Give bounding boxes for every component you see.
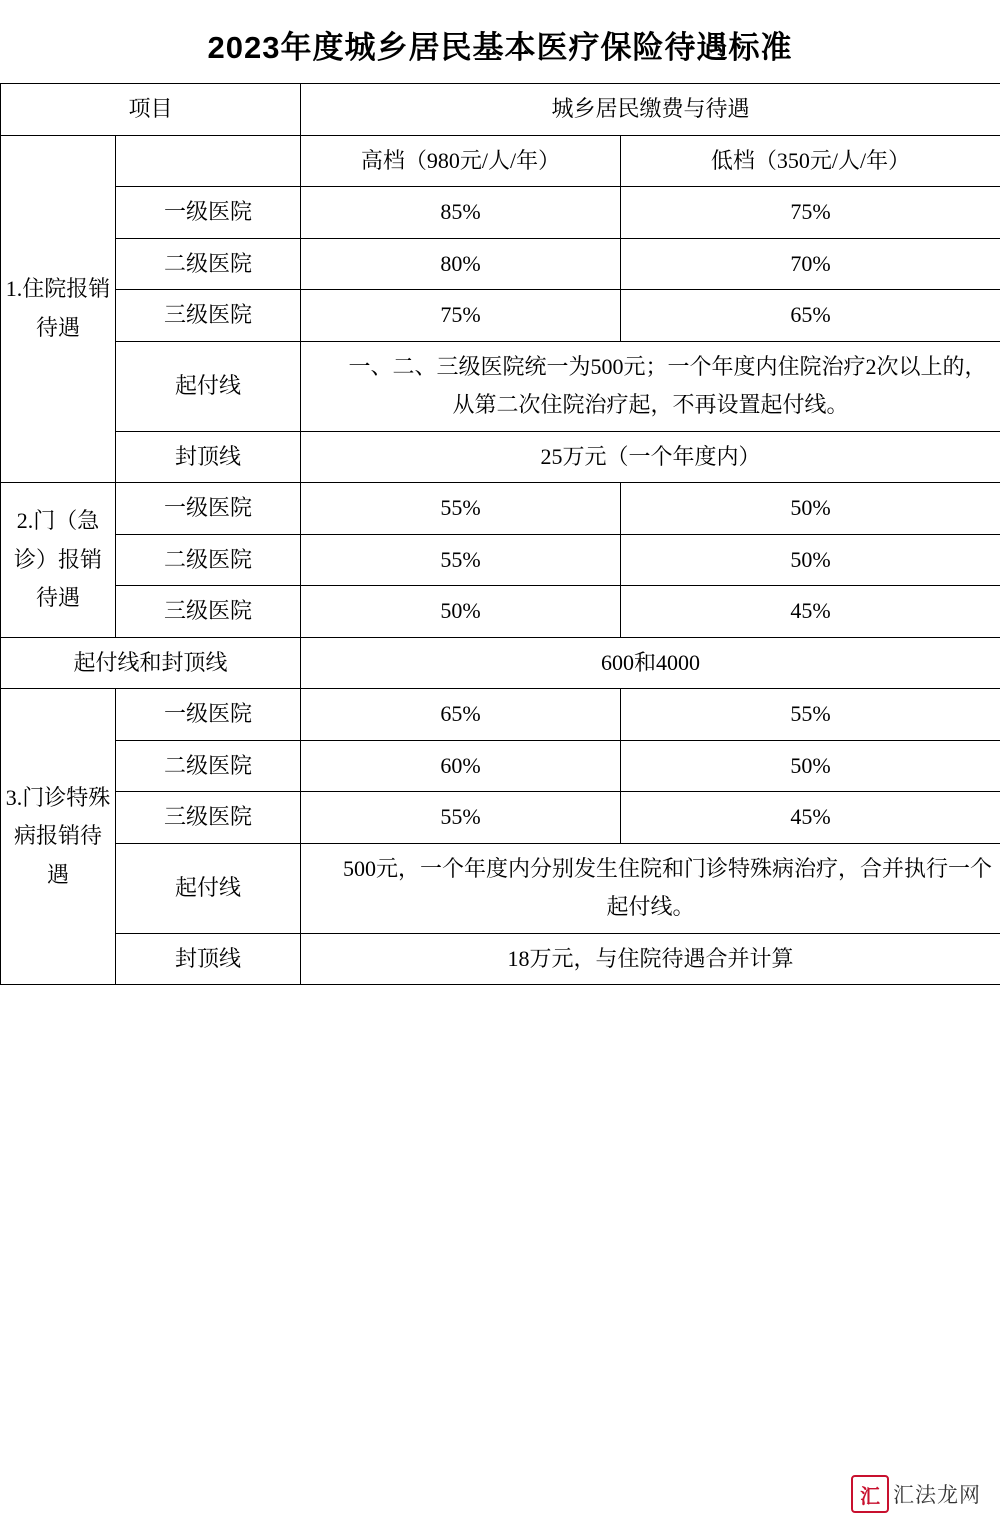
deductible-row: [1, 341, 1000, 431]
deductible-text: 500元，一个年度内分别发生住院和门诊特殊病治疗，合并执行一个起付线。: [301, 843, 1000, 933]
value-high: 55%: [301, 792, 621, 844]
value-low: 50%: [621, 740, 1000, 792]
header-right-label: 城乡居民缴费与待遇: [301, 84, 1000, 136]
cap-row: [1, 933, 1000, 985]
level-label: 二级医院: [116, 740, 301, 792]
watermark: [836, 1472, 996, 1516]
section-3-label: 3.门诊特殊病报销待遇: [1, 689, 116, 985]
table-row: [1, 740, 1000, 792]
cap-row: [1, 431, 1000, 483]
level-label: 三级医院: [116, 290, 301, 342]
value-high: 65%: [301, 689, 621, 741]
level-label: 一级医院: [116, 483, 301, 535]
table-row: [1, 187, 1000, 239]
value-low: 55%: [621, 689, 1000, 741]
value-high: 80%: [301, 238, 621, 290]
value-low: 45%: [621, 586, 1000, 638]
combined-label: 起付线和封顶线: [1, 637, 301, 689]
value-low: 65%: [621, 290, 1000, 342]
cap-text: 18万元，与住院待遇合并计算: [301, 933, 1000, 985]
table-row: [1, 689, 1000, 741]
table-header-row: [1, 84, 1000, 136]
table-row: [1, 238, 1000, 290]
value-low: 50%: [621, 483, 1000, 535]
table-row: [1, 586, 1000, 638]
value-low: 70%: [621, 238, 1000, 290]
table-row: [1, 483, 1000, 535]
header-item-label: 项目: [1, 84, 301, 136]
cap-label: 封顶线: [116, 933, 301, 985]
value-high: 75%: [301, 290, 621, 342]
level-label: 一级医院: [116, 187, 301, 239]
level-label: 一级医院: [116, 689, 301, 741]
value-low: 45%: [621, 792, 1000, 844]
table-row: [1, 792, 1000, 844]
value-high: 85%: [301, 187, 621, 239]
value-high: 50%: [301, 586, 621, 638]
deductible-label: 起付线: [116, 843, 301, 933]
deductible-text: 一、二、三级医院统一为500元；一个年度内住院治疗2次以上的，从第二次住院治疗起，不再设置起付线。: [301, 341, 1000, 431]
deductible-row: [1, 843, 1000, 933]
tier-header-row: [1, 135, 1000, 187]
value-high: 60%: [301, 740, 621, 792]
table-row: [1, 534, 1000, 586]
tier-high-label: 高档（980元/人/年）: [301, 135, 621, 187]
deductible-label: 起付线: [116, 341, 301, 431]
watermark-logo-icon: 汇: [851, 1475, 889, 1513]
cap-label: 封顶线: [116, 431, 301, 483]
level-label: 二级医院: [116, 534, 301, 586]
benefits-table: [0, 83, 1000, 985]
watermark-text: 汇法龙网: [893, 1484, 981, 1507]
tier-blank-cell: [116, 135, 301, 187]
value-low: 75%: [621, 187, 1000, 239]
table-row: [1, 290, 1000, 342]
combined-text: 600和4000: [301, 637, 1000, 689]
combined-row: [1, 637, 1000, 689]
level-label: 三级医院: [116, 792, 301, 844]
level-label: 二级医院: [116, 238, 301, 290]
cap-text: 25万元（一个年度内）: [301, 431, 1000, 483]
tier-low-label: 低档（350元/人/年）: [621, 135, 1000, 187]
value-high: 55%: [301, 483, 621, 535]
value-high: 55%: [301, 534, 621, 586]
section-2-label: 2.门（急诊）报销待遇: [1, 483, 116, 638]
section-1-label: 1.住院报销待遇: [1, 135, 116, 483]
level-label: 三级医院: [116, 586, 301, 638]
page-title: 2023年度城乡居民基本医疗保险待遇标准: [207, 30, 793, 65]
value-low: 50%: [621, 534, 1000, 586]
